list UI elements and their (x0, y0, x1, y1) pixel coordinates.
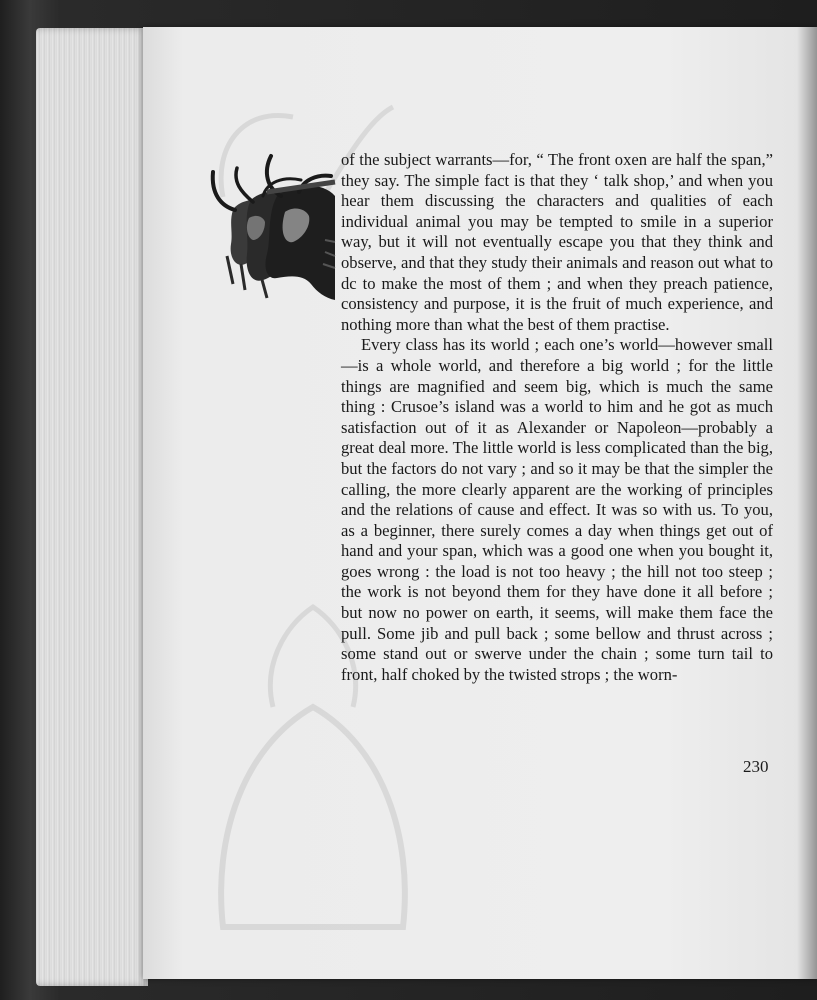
page-gutter-shadow (797, 27, 817, 979)
body-text (341, 150, 773, 685)
oxen-heads-illustration (207, 152, 337, 302)
page-edges (36, 28, 148, 986)
paragraph-1: of the subject warrants—for, “ The front oxen are half the span,” they say. The simple fact is that they ‘ talk shop,’ and when you hear them discussing the characters and qualities of each individual animal you may be tempted to smile in a superior way, but it will not eventually escape you that they think and observe, and that they study their animals and reason out what to dc to make the most of them ; and when they preach patience, consistency and purpose, it is the fruit of much experience, and nothing more than what the best of them practise. (341, 150, 773, 334)
page-number: 230 (743, 757, 769, 776)
paragraph-2: Every class has its world ; each one’s world—however small—is a whole world, and therefore a big world ; for the little things are magnified and seem big, which is much the same thing : Crusoe’s island was a world to him and he got as much satisfaction out of it as Alexander or Napoleon—probably a great deal more. The little world is less complicated than the big, but the factors do not vary ; and so it may be that the simpler the calling, the more clearly apparent are the working of principles and the relations of cause and effect. It was so with us. To you, as a beginner, there surely comes a day when things get out of hand and your span, which was a good one when you bought it, goes wrong : the load is not too heavy ; the hill not too steep ; the work is not beyond them for they have done it all before ; but now no power on earth, it seems, will make them face the pull. Some jib and pull back ; some bellow and thrust across ; some stand out or swerve under the chain ; some turn tail to front, half choked by the twisted strops ; the worn- (341, 335, 773, 684)
